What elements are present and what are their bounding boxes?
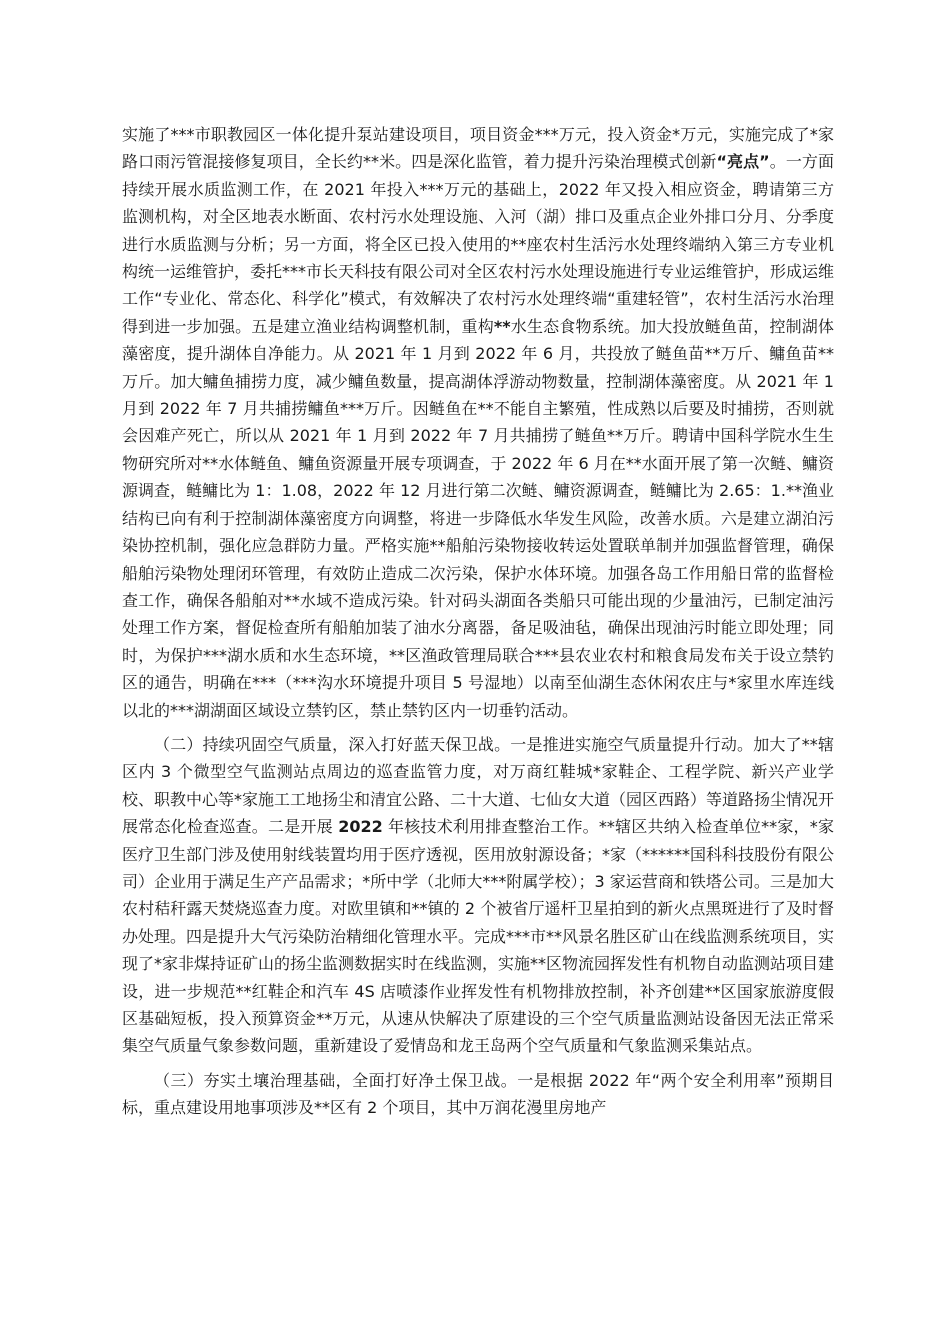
text-run: （三）夯实土壤治理基础，全面打好净土保卫战。一是根据 2022 年“两个安全利用率”预期目标，重点建设用地事项涉及**区有 2 个项目，其中万润花漫里房地产 xyxy=(122,1070,834,1118)
paragraph-air-quality xyxy=(122,731,834,1060)
text-run: 实施了***市职教园区一体化提升泵站建设项目，项目资金***万元，投入资金*万元，实施完成了*家路口雨污管混接修复项目，全长约**米。四是深化监管，着力提升污染治理模式创新 xyxy=(122,125,834,172)
paragraph-water-governance xyxy=(122,121,834,724)
text-run: 水生态食物系统。加大投放鲢鱼苗，控制湖体藻密度，提升湖体自净能力。从 2021 年 1 月到 2022 年 6 月，共投放了鲢鱼苗**万斤、鳙鱼苗**万斤。加大鳙鱼捕捞力度，减少鳙鱼数量，提高湖体浮游动物数量，控制湖体藻密度。从 2021 年 1 月到 2022 年 7 月共捕捞鳙鱼***万斤。因鲢鱼在**不能自主繁殖，性成熟以后要及时捕捞，否则就会因难产死亡，所以从 2021 年 1 月到 2022 年 7 月共捕捞了鲢鱼**万斤。聘请中国科学院水生生物研究所对**水体鲢鱼、鳙鱼资源量开展专项调查，于 2022 年 6 月在**水面开展了第一次鲢、鳙资源调查，鲢鳙比为 1：1.08，2022 年 12 月进行第二次鲢、鳙资源调查，鲢鳙比为 2.65：1.**渔业结构已向有利于控制湖体藻密度方向调整，将进一步降低水华发生风险，改善水质。六是建立湖泊污染协控机制，强化应急群防力量。严格实施**船舶污染物接收转运处置联单制并加强监督管理，确保船舶污染物处理闭环管理，有效防止造成二次污染，保护水体环境。加强各岛工作用船日常的监督检查工作，确保各船舶对**水域不造成污染。针对码头湖面各类船只可能出现的少量油污，已制定油污处理工作方案，督促检查所有船舶加装了油水分离器，备足吸油毡，确保出现油污时能立即处理；同时，为保护***湖水质和水生态环境，**区渔政管理局联合***县农业农村和粮食局发布关于设立禁钓区的通告，明确在***（***沟水环境提升项目 5 号湿地）以南至仙湖生态休闲农庄与*家里水库连线以北的***湖湖面区域设立禁钓区，禁止禁钓区内一切垂钓活动。 xyxy=(122,316,834,720)
bold-text-run: ** xyxy=(493,316,511,336)
text-run: 年核技术利用排查整治工作。**辖区共纳入检查单位**家，*家医疗卫生部门涉及使用射线装置均用于医疗透视，医用放射源设备；*家（******国科科技股份有限公司）企业用于满足生产产品需求；*所中学（北师大***附属学校）；3 家运营商和铁塔公司。三是加大农村秸秆露天焚烧巡查力度。对欧里镇和**镇的 2 个被省厅遥杆卫星拍到的新火点黑斑进行了及时督办处理。四是提升大气污染防治精细化管理水平。完成***市**风景名胜区矿山在线监测系统项目，实现了*家非煤持证矿山的扬尘监测数据实时在线监测，实施**区物流园挥发性有机物自动监测站项目建设，进一步规范**红鞋企和汽车 4S 店喷漆作业挥发性有机物排放控制，补齐创建**区国家旅游度假区基础短板，投入预算资金**万元，从速从快解决了原建设的三个空气质量监测站设备因无法正常采集空气质量气象参数问题，重新建设了爱情岛和龙王岛两个空气质量和气象监测采集站点。 xyxy=(122,817,835,1056)
paragraph-soil-governance xyxy=(122,1067,834,1122)
bold-text-run: 2022 xyxy=(338,817,383,837)
bold-text-run: “亮点” xyxy=(716,152,770,172)
document-body xyxy=(122,121,834,1122)
text-run: （二）持续巩固空气质量，深入打好蓝天保卫战。一是推进实施空气质量提升行动。加大了**辖区内 3 个微型空气监测站点周边的巡查监管力度，对万商红鞋城*家鞋企、工程学院、新兴产业学校、职教中心等*家施工工地扬尘和清宜公路、二十大道、七仙女大道（园区西路）等道路扬尘情况开展常态化检查巡查。二是开展 xyxy=(122,734,835,837)
text-run: 。一方面持续开展水质监测工作，在 2021 年投入***万元的基础上，2022 年又投入相应资金，聘请第三方监测机构，对全区地表水断面、农村污水处理设施、入河（湖）排口及重点企业外排口分月、分季度进行水质监测与分析；另一方面，将全区已投入使用的**座农村生活污水处理终端纳入第三方专业机构统一运维管护，委托***市长天科技有限公司对全区农村污水处理设施进行专业运维管护，形成运维工作“专业化、常态化、科学化”模式，有效解决了农村污水处理终端“重建轻管”，农村生活污水治理得到进一步加强。五是建立渔业结构调整机制，重构 xyxy=(122,152,835,336)
